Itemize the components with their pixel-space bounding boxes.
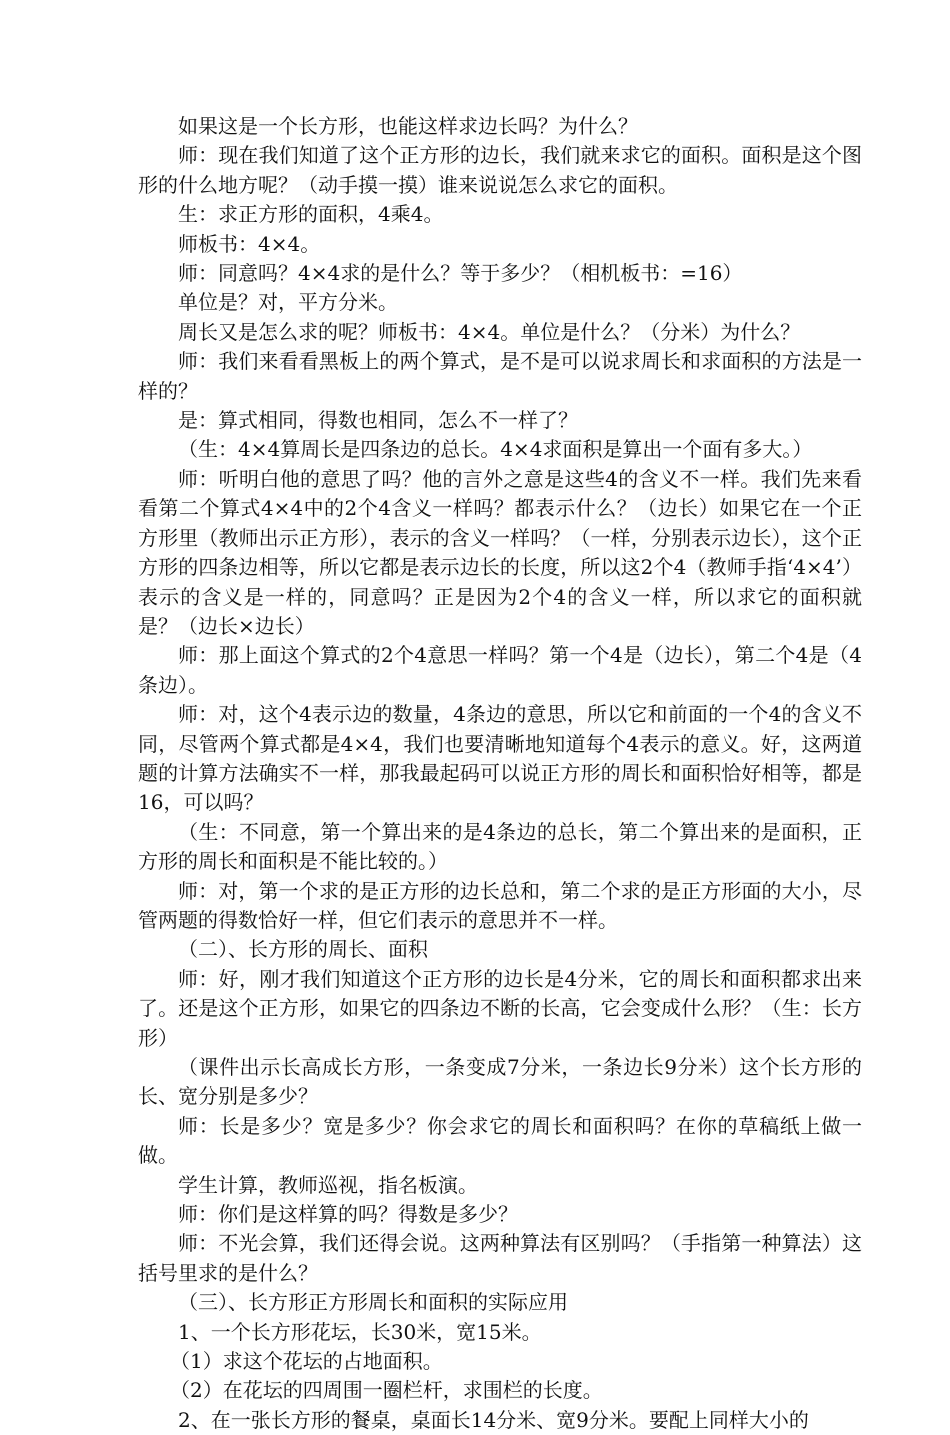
paragraph: 生：求正方形的面积，4乘4。	[178, 202, 444, 227]
problem-subitem: （2）在花坛的四周围一圈栏杆，求围栏的长度。	[170, 1378, 603, 1403]
paragraph: 师：我们来看看黑板上的两个算式，是不是可以说求周长和求面积的方法是一样的？	[138, 349, 862, 403]
paragraph: 师：现在我们知道了这个正方形的边长，我们就来求它的面积。面积是这个图形的什么地方呢？（动手摸一摸）谁来说说怎么求它的面积。	[138, 143, 862, 197]
problem-item: 1、一个长方形花坛，长30米，宽15米。	[178, 1319, 542, 1344]
paragraph: 师：同意吗？4×4求的是什么？等于多少？（相机板书：=16）	[178, 261, 743, 286]
paragraph: 师板书：4×4。	[178, 231, 321, 256]
problem-subitem: （1）求这个花坛的占地面积。	[170, 1349, 443, 1374]
paragraph: （生：不同意，第一个算出来的是4条边的总长，第二个算出来的是面积，正方形的周长和面积是不能比较的。）	[138, 819, 862, 874]
paragraph: 学生计算，教师巡视，指名板演。	[178, 1172, 478, 1197]
paragraph: （课件出示长高成长方形，一条变成7分米，一条边长9分米）这个长方形的长、宽分别是多少？	[138, 1055, 862, 1109]
paragraph: 师：长是多少？宽是多少？你会求它的周长和面积吗？在你的草稿纸上做一做。	[138, 1113, 862, 1168]
paragraph: 如果这是一个长方形，也能这样求边长吗？为什么？	[178, 114, 638, 138]
paragraph: 师：不光会算，我们还得会说。这两种算法有区别吗？（手指第一种算法）这括号里求的是什么？	[138, 1231, 862, 1285]
problem-item: 2、在一张长方形的餐桌，桌面长14分米、宽9分米。要配上同样大小的	[178, 1407, 809, 1432]
paragraph: 师：听明白他的意思了吗？他的言外之意是这些4的含义不一样。我们先来看看第二个算式4×4中的2个4含义一样吗？都表示什么？（边长）如果它在一个正方形里（教师出示正方形），表示的含义一样吗？（一样，分别表示边长），这个正方形的四条边相等，所以它都是表示边长的长度，所以这2个4（教师手指‘4×4’）表示的含义是一样的，同意吗？正是因为2个4的含义一样，所以求它的面积就是？（边长×边长）	[138, 466, 862, 638]
paragraph: 单位是？对，平方分米。	[178, 290, 398, 315]
paragraph: 师：你们是这样算的吗？得数是多少？	[178, 1202, 518, 1227]
paragraph: （生：4×4算周长是四条边的总长。4×4求面积是算出一个面有多大。）	[178, 437, 813, 462]
document-page	[138, 112, 862, 1435]
paragraph: 师：那上面这个算式的2个4意思一样吗？第一个4是（边长），第二个4是（4条边）。	[138, 643, 862, 697]
paragraph: 师：对，这个4表示边的数量，4条边的意思，所以它和前面的一个4的含义不同，尽管两个算式都是4×4，我们也要清晰地知道每个4表示的意义。好，这两道题的计算方法确实不一样，那我最起码可以说正方形的周长和面积恰好相等，都是16，可以吗？	[138, 702, 862, 815]
paragraph: 是：算式相同，得数也相同，怎么不一样了？	[178, 408, 578, 433]
section-heading: （三）、长方形正方形周长和面积的实际应用	[178, 1290, 568, 1315]
paragraph: 师：好，刚才我们知道这个正方形的边长是4分米，它的周长和面积都求出来了。还是这个正方形，如果它的四条边不断的长高，它会变成什么形？（生：长方形）	[138, 966, 862, 1050]
section-heading: （二）、长方形的周长、面积	[178, 937, 428, 962]
paragraph: 师：对，第一个求的是正方形的边长总和，第二个求的是正方形面的大小，尽管两题的得数恰好一样，但它们表示的意思并不一样。	[138, 878, 862, 932]
paragraph: 周长又是怎么求的呢？师板书：4×4。单位是什么？（分米）为什么？	[178, 319, 801, 344]
